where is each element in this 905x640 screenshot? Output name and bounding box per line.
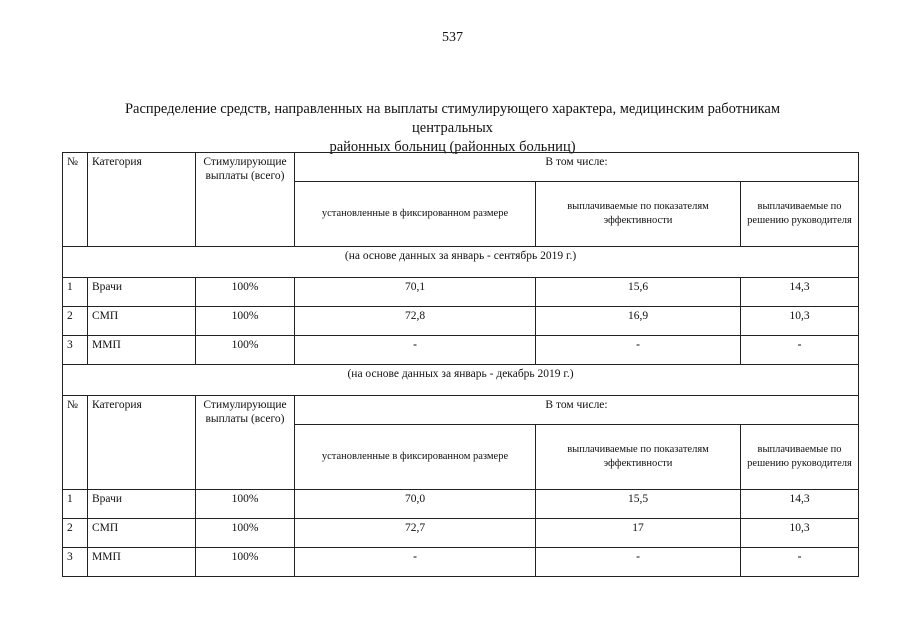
- table-row: [63, 278, 859, 307]
- period-row: [63, 247, 859, 278]
- table-row: [63, 548, 859, 577]
- header-fixed: установленные в фиксированном размере: [295, 425, 536, 490]
- cell-efficiency: -: [536, 336, 741, 365]
- header-num: №: [63, 396, 88, 490]
- page-number: 537: [442, 30, 463, 45]
- cell-fixed: -: [295, 548, 536, 577]
- cell-category: Врачи: [88, 490, 196, 519]
- distribution-table: [62, 152, 859, 577]
- header-manager: выплачиваемые по решению руководителя: [741, 182, 859, 247]
- cell-num: 1: [63, 278, 88, 307]
- cell-category: СМП: [88, 519, 196, 548]
- header-total: Стимулирующие выплаты (всего): [196, 396, 295, 490]
- cell-manager: 14,3: [741, 278, 859, 307]
- document-title: [90, 100, 815, 157]
- cell-total: 100%: [196, 548, 295, 577]
- period-label: (на основе данных за январь - сентябрь 2019 г.): [63, 247, 859, 278]
- period-row: [63, 365, 859, 396]
- cell-num: 2: [63, 307, 88, 336]
- cell-total: 100%: [196, 490, 295, 519]
- cell-fixed: 72,8: [295, 307, 536, 336]
- table-row: [63, 307, 859, 336]
- cell-manager: 10,3: [741, 307, 859, 336]
- header-efficiency: выплачиваемые по показателям эффективности: [536, 182, 741, 247]
- header-efficiency: выплачиваемые по показателям эффективности: [536, 425, 741, 490]
- cell-total: 100%: [196, 307, 295, 336]
- header-including: В том числе:: [295, 396, 859, 425]
- cell-manager: -: [741, 336, 859, 365]
- title-line-1: Распределение средств, направленных на выплаты стимулирующего характера, медицинским работникам центральных: [124, 101, 781, 136]
- cell-manager: -: [741, 548, 859, 577]
- cell-total: 100%: [196, 519, 295, 548]
- cell-manager: 10,3: [741, 519, 859, 548]
- table-row: [63, 336, 859, 365]
- cell-fixed: 70,0: [295, 490, 536, 519]
- header-category: Категория: [88, 396, 196, 490]
- cell-fixed: 72,7: [295, 519, 536, 548]
- table-row: [63, 490, 859, 519]
- table-header-row: [63, 153, 859, 182]
- header-total: Стимулирующие выплаты (всего): [196, 153, 295, 247]
- cell-efficiency: 17: [536, 519, 741, 548]
- cell-efficiency: 16,9: [536, 307, 741, 336]
- header-manager: выплачиваемые по решению руководителя: [741, 425, 859, 490]
- cell-efficiency: 15,6: [536, 278, 741, 307]
- cell-fixed: -: [295, 336, 536, 365]
- header-num: №: [63, 153, 88, 247]
- table-row: [63, 519, 859, 548]
- table-header-row: [63, 396, 859, 425]
- cell-category: СМП: [88, 307, 196, 336]
- cell-num: 3: [63, 548, 88, 577]
- cell-fixed: 70,1: [295, 278, 536, 307]
- cell-manager: 14,3: [741, 490, 859, 519]
- cell-num: 2: [63, 519, 88, 548]
- cell-total: 100%: [196, 278, 295, 307]
- header-category: Категория: [88, 153, 196, 247]
- cell-category: ММП: [88, 548, 196, 577]
- title-line-2: районных больниц (районных больниц): [329, 139, 576, 155]
- header-including: В том числе:: [295, 153, 859, 182]
- cell-category: Врачи: [88, 278, 196, 307]
- cell-efficiency: 15,5: [536, 490, 741, 519]
- cell-total: 100%: [196, 336, 295, 365]
- cell-efficiency: -: [536, 548, 741, 577]
- header-fixed: установленные в фиксированном размере: [295, 182, 536, 247]
- period-label: (на основе данных за январь - декабрь 2019 г.): [63, 365, 859, 396]
- cell-category: ММП: [88, 336, 196, 365]
- cell-num: 1: [63, 490, 88, 519]
- cell-num: 3: [63, 336, 88, 365]
